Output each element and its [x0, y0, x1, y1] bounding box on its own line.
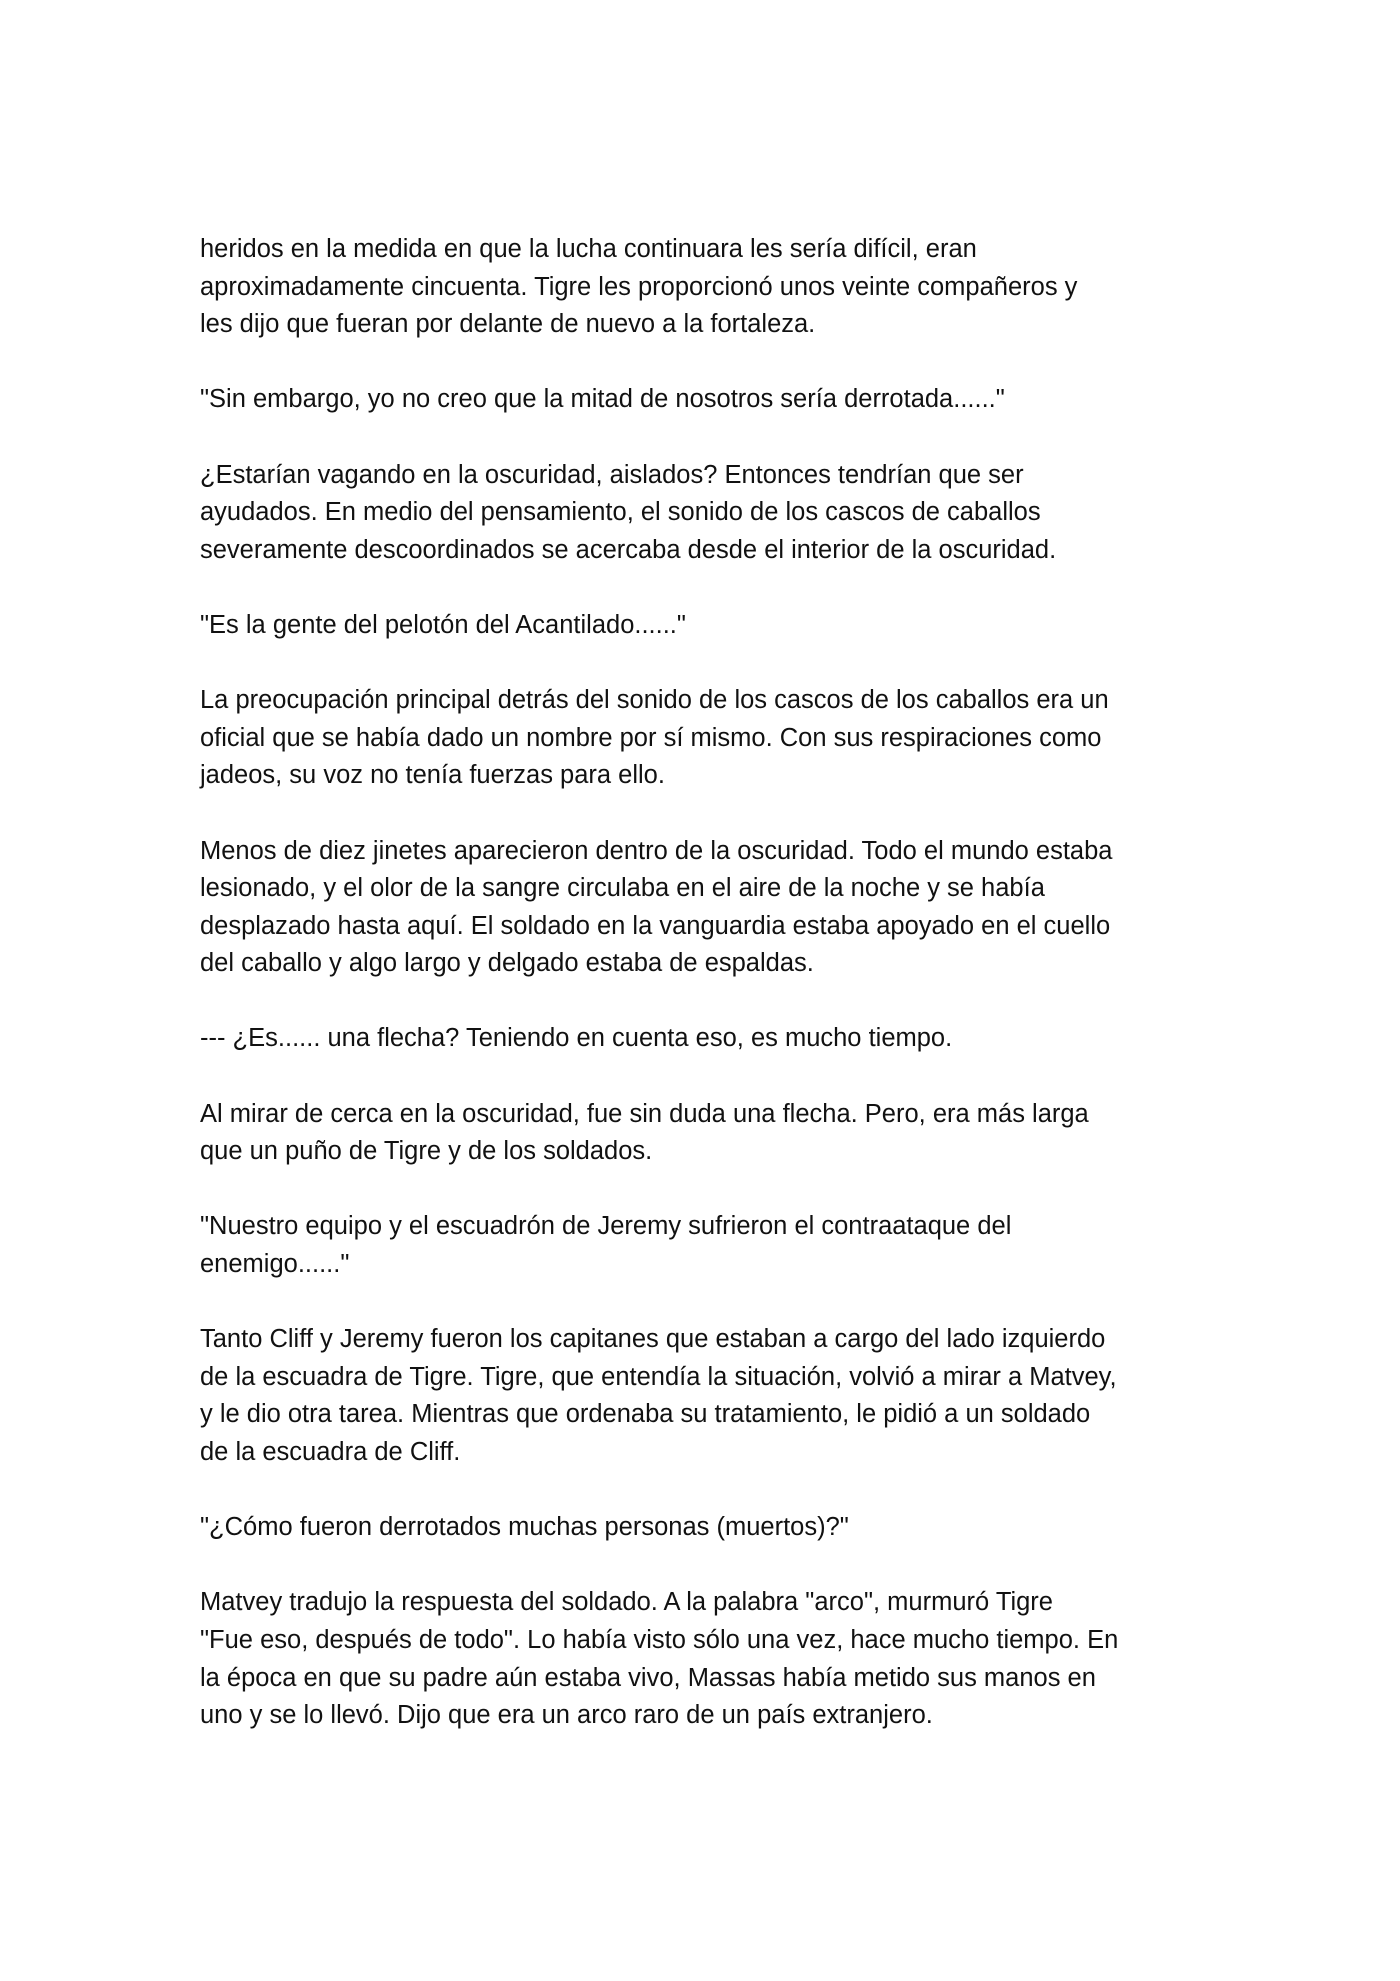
paragraph-5	[200, 682, 1210, 795]
text-line: La preocupación principal detrás del sonido de los cascos de los caballos era un	[200, 686, 1109, 715]
text-line: "Sin embargo, yo no creo que la mitad de nosotros sería derrotada......"	[200, 385, 1005, 414]
text-line: severamente descoordinados se acercaba desde el interior de la oscuridad.	[200, 535, 1057, 564]
paragraph-3	[200, 457, 1210, 570]
text-line: --- ¿Es...... una flecha? Teniendo en cuenta eso, es mucho tiempo.	[200, 1024, 953, 1053]
paragraph-12	[200, 1584, 1210, 1734]
text-line: la época en que su padre aún estaba vivo, Massas había metido sus manos en	[200, 1663, 1096, 1692]
text-line: de la escuadra de Cliff.	[200, 1438, 461, 1466]
text-line: Matvey tradujo la respuesta del soldado. A la palabra "arco", murmuró Tigre	[200, 1588, 1053, 1617]
text-line: Al mirar de cerca en la oscuridad, fue sin duda una flecha. Pero, era más larga	[200, 1099, 1089, 1128]
text-line: Tanto Cliff y Jeremy fueron los capitanes que estaban a cargo del lado izquierdo	[200, 1325, 1106, 1354]
paragraph-2	[200, 381, 1210, 419]
paragraph-1	[200, 231, 1210, 344]
text-line: lesionado, y el olor de la sangre circulaba en el aire de la noche y se había	[200, 874, 1045, 903]
paragraph-8	[200, 1096, 1210, 1171]
text-line: del caballo y algo largo y delgado estaba de espaldas.	[200, 949, 814, 978]
text-line: ayudados. En medio del pensamiento, el sonido de los cascos de caballos	[200, 498, 1041, 527]
document-page	[200, 231, 1210, 1772]
text-line: "Fue eso, después de todo". Lo había visto sólo una vez, hace mucho tiempo. En	[200, 1625, 1119, 1654]
text-line: les dijo que fueran por delante de nuevo a la fortaleza.	[200, 310, 816, 339]
paragraph-6	[200, 833, 1210, 983]
text-line: enemigo......"	[200, 1250, 350, 1279]
text-line: "Nuestro equipo y el escuadrón de Jeremy sufrieron el contraataque del	[200, 1212, 1012, 1241]
text-line: de la escuadra de Tigre. Tigre, que entendía la situación, volvió a mirar a Matvey,	[200, 1362, 1117, 1391]
text-line: que un puño de Tigre y de los soldados.	[200, 1137, 653, 1166]
text-line: y le dio otra tarea. Mientras que ordenaba su tratamiento, le pidió a un soldado	[200, 1400, 1091, 1429]
text-line: Menos de diez jinetes aparecieron dentro de la oscuridad. Todo el mundo estaba	[200, 836, 1113, 865]
text-line: uno y se lo llevó. Dijo que era un arco raro de un país extranjero.	[200, 1701, 933, 1730]
text-line: oficial que se había dado un nombre por sí mismo. Con sus respiraciones como	[200, 723, 1102, 752]
paragraph-11	[200, 1509, 1210, 1547]
text-line: heridos en la medida en que la lucha continuara les sería difícil, eran	[200, 235, 977, 263]
text-line: desplazado hasta aquí. El soldado en la vanguardia estaba apoyado en el cuello	[200, 911, 1111, 940]
text-line: jadeos, su voz no tenía fuerzas para ello.	[200, 761, 665, 790]
text-line: ¿Estarían vagando en la oscuridad, aislados? Entonces tendrían que ser	[200, 460, 1024, 489]
text-line: "Es la gente del pelotón del Acantilado......"	[200, 610, 686, 639]
paragraph-9	[200, 1208, 1210, 1283]
text-line: aproximadamente cincuenta. Tigre les proporcionó unos veinte compañeros y	[200, 272, 1078, 301]
paragraph-10	[200, 1321, 1210, 1471]
text-line: "¿Cómo fueron derrotados muchas personas (muertos)?"	[200, 1513, 849, 1542]
paragraph-4	[200, 607, 1210, 645]
paragraph-7	[200, 1020, 1210, 1058]
